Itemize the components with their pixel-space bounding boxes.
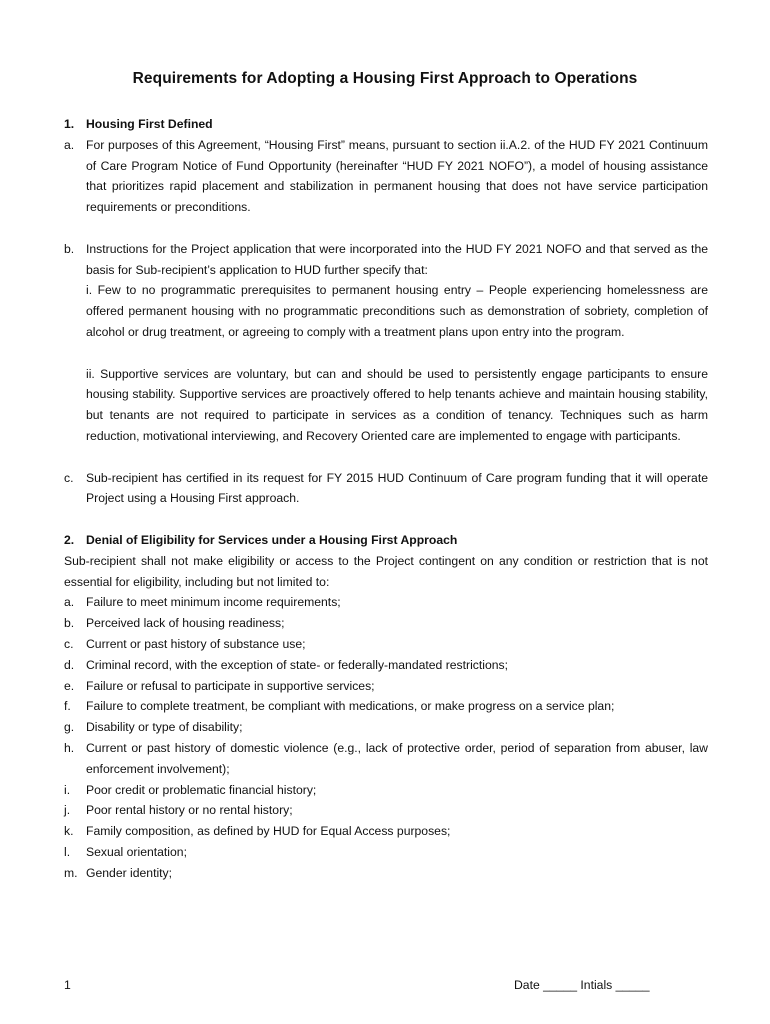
list-item-text: Failure or refusal to participate in supportive services; xyxy=(86,678,375,693)
list-item-label: m. xyxy=(64,865,78,880)
list-item-label: j. xyxy=(64,803,71,818)
section-heading: Housing First Defined xyxy=(86,117,213,131)
clause-label: a. xyxy=(64,137,75,152)
list-item-text: Criminal record, with the exception of state- or federally-mandated restrictions; xyxy=(86,657,509,672)
document-title: Requirements for Adopting a Housing First Approach to Operations xyxy=(132,70,638,87)
section-heading: Denial of Eligibility for Services under a Housing First Approach xyxy=(86,532,458,547)
list-item xyxy=(64,738,708,780)
list-item xyxy=(64,863,708,884)
list-item xyxy=(64,842,708,863)
list-item xyxy=(64,780,708,801)
list-item xyxy=(64,696,708,717)
clause-1b-ii: ii. Supportive services are voluntary, but can and should be used to persistently engage participants to ensure housing stability. Supportive services are proactively offered to help tenants achieve and maintain housing stability, but tenants are not required to participate in services as a condition of tenancy. Techniques such as harm reduction, motivational interviewing, and Recovery Oriented care are implemented to engage with participants. xyxy=(86,366,708,443)
clause-1b-i: i. Few to no programmatic prerequisites to permanent housing entry – People experiencing homelessness are offered permanent housing with no programmatic preconditions such as demonstration of sobriety, completion of alcohol or drug treatment, or agreeing to comply with a treatment plans upon entry into the program. xyxy=(86,283,708,339)
clause-text: Sub-recipient has certified in its request for FY 2015 HUD Continuum of Care program funding that it will operate Project using a Housing First approach. xyxy=(86,470,708,506)
section-number: 2. xyxy=(64,532,75,547)
list-item-text: Gender identity; xyxy=(86,865,173,880)
list-item-text: Perceived lack of housing readiness; xyxy=(86,616,285,631)
list-item xyxy=(64,821,708,842)
list-item-text: Sexual orientation; xyxy=(86,844,187,859)
list-item-text: Poor rental history or no rental history; xyxy=(86,803,293,818)
list-item xyxy=(64,592,708,613)
list-item-text: Failure to meet minimum income requirements; xyxy=(86,595,341,610)
list-item-label: a. xyxy=(64,595,75,610)
clause-label: c. xyxy=(64,470,74,485)
list-item-label: h. xyxy=(64,740,75,755)
list-item-text: Family composition, as defined by HUD for Equal Access purposes; xyxy=(86,824,451,839)
list-item-text: Poor credit or problematic financial history; xyxy=(86,782,317,797)
section-2-intro: Sub-recipient shall not make eligibility or access to the Project contingent on any condition or restriction that is not essential for eligibility, including but not limited to: xyxy=(64,553,708,589)
document-body xyxy=(64,114,708,883)
list-item-text: Failure to complete treatment, be compliant with medications, or make progress on a service plan; xyxy=(86,699,615,714)
clause-1c xyxy=(64,468,708,510)
list-item-label: d. xyxy=(64,657,75,672)
clause-1b xyxy=(64,239,708,281)
list-item-label: c. xyxy=(64,636,74,651)
list-item-label: e. xyxy=(64,678,75,693)
list-item xyxy=(64,717,708,738)
clause-label: b. xyxy=(64,241,75,256)
list-item xyxy=(64,613,708,634)
eligibility-list xyxy=(64,592,708,883)
list-item xyxy=(64,800,708,821)
list-item xyxy=(64,676,708,697)
list-item xyxy=(64,634,708,655)
section-1-heading xyxy=(64,114,708,135)
list-item-label: l. xyxy=(64,844,71,859)
list-item-label: i. xyxy=(64,782,71,797)
list-item-label: b. xyxy=(64,616,75,631)
list-item-text: Disability or type of disability; xyxy=(86,720,243,735)
list-item-label: g. xyxy=(64,720,75,735)
list-item-label: f. xyxy=(64,699,71,714)
clause-text: For purposes of this Agreement, “Housing First” means, pursuant to section ii.A.2. of the HUD FY 2021 Continuum of Care Program Notice of Fund Opportunity (hereinafter “HUD FY 2021 NOFO”), a model of housing assistance that prioritizes rapid placement and stabilization in permanent housing that does not have service participation requirements or preconditions. xyxy=(86,137,708,215)
list-item-label: k. xyxy=(64,824,74,839)
list-item-text: Current or past history of substance use; xyxy=(86,636,306,651)
date-initials-line: Date _____ Intials _____ xyxy=(514,978,650,992)
section-2-heading xyxy=(64,530,708,551)
page-number: 1 xyxy=(64,978,71,992)
list-item xyxy=(64,655,708,676)
section-number: 1. xyxy=(64,117,75,131)
clause-1a xyxy=(64,135,708,218)
clause-text: Instructions for the Project application that were incorporated into the HUD FY 2021 NOFO and that served as the basis for Sub-recipient’s application to HUD further specify that: xyxy=(86,241,708,277)
list-item-text: Current or past history of domestic violence (e.g., lack of protective order, period of separation from abuser, law enforcement involvement); xyxy=(86,740,708,776)
